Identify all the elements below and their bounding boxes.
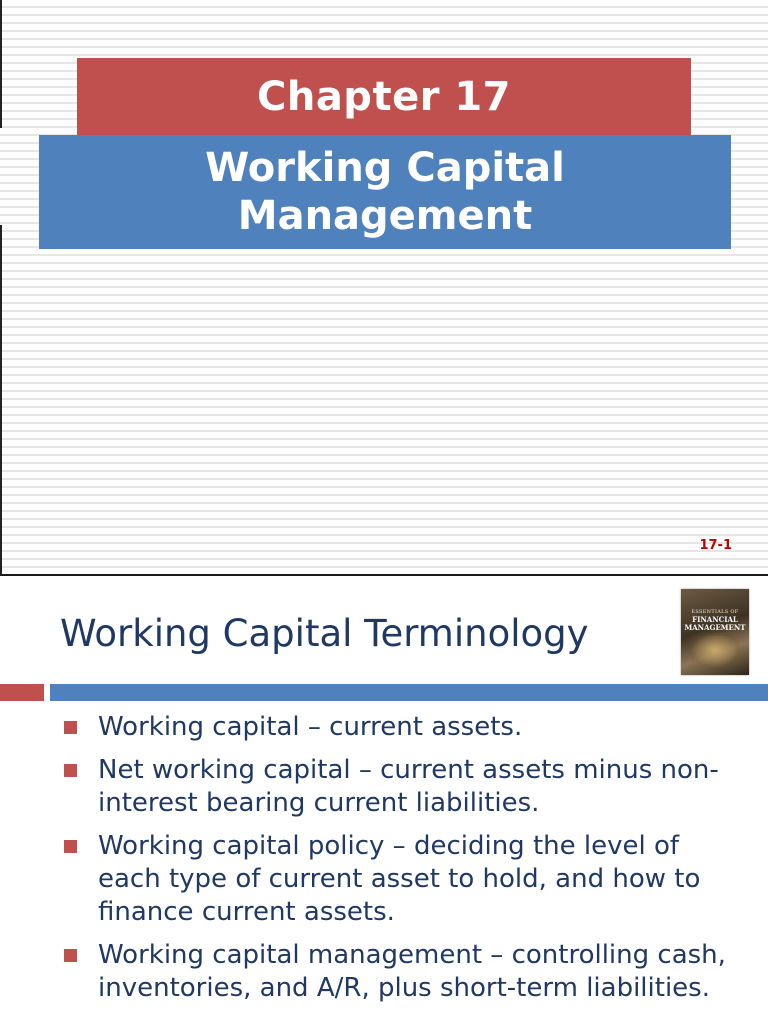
bullet-item [62, 711, 742, 744]
square-bullet-icon [64, 721, 77, 734]
square-bullet-icon [64, 840, 77, 853]
book-cover-art [691, 633, 739, 667]
slide-left-border [0, 225, 2, 576]
book-cover-title-line-1: FINANCIAL [692, 615, 738, 624]
divider-bar-red [0, 684, 44, 701]
square-bullet-icon [64, 949, 77, 962]
slide-title-line-1: Working Capital [205, 145, 565, 191]
chapter-heading-band [77, 58, 691, 135]
bullet-text: Working capital – current assets. [98, 712, 523, 742]
slide-number: 17-1 [699, 538, 732, 553]
bullet-text: Net working capital – current assets minus non-interest bearing current liabilities. [98, 755, 719, 818]
divider-bar-blue [50, 684, 768, 701]
square-bullet-icon [64, 764, 77, 777]
bullet-item [62, 754, 742, 820]
slide-title-band [39, 135, 731, 249]
slide-title-line-2: Management [237, 193, 533, 239]
book-cover-image [681, 589, 749, 675]
bullet-item [62, 939, 742, 1005]
chapter-heading: Chapter 17 [256, 73, 512, 120]
book-cover-title-line-2: MANAGEMENT [684, 623, 746, 632]
bullet-item [62, 830, 742, 929]
bullet-list [62, 711, 742, 1015]
slide-2 [0, 576, 768, 1024]
bullet-text: Working capital policy – deciding the level of each type of current asset to hold, and how to finance current assets. [98, 831, 701, 927]
book-cover-subtitle: ESSENTIALS OF [691, 609, 739, 615]
bullet-text: Working capital management – controlling cash, inventories, and A/R, plus short-term liabilities. [98, 940, 726, 1003]
book-cover-title [681, 616, 749, 632]
slide-left-border [0, 0, 2, 128]
slide-title: Working Capital Terminology [60, 612, 589, 655]
